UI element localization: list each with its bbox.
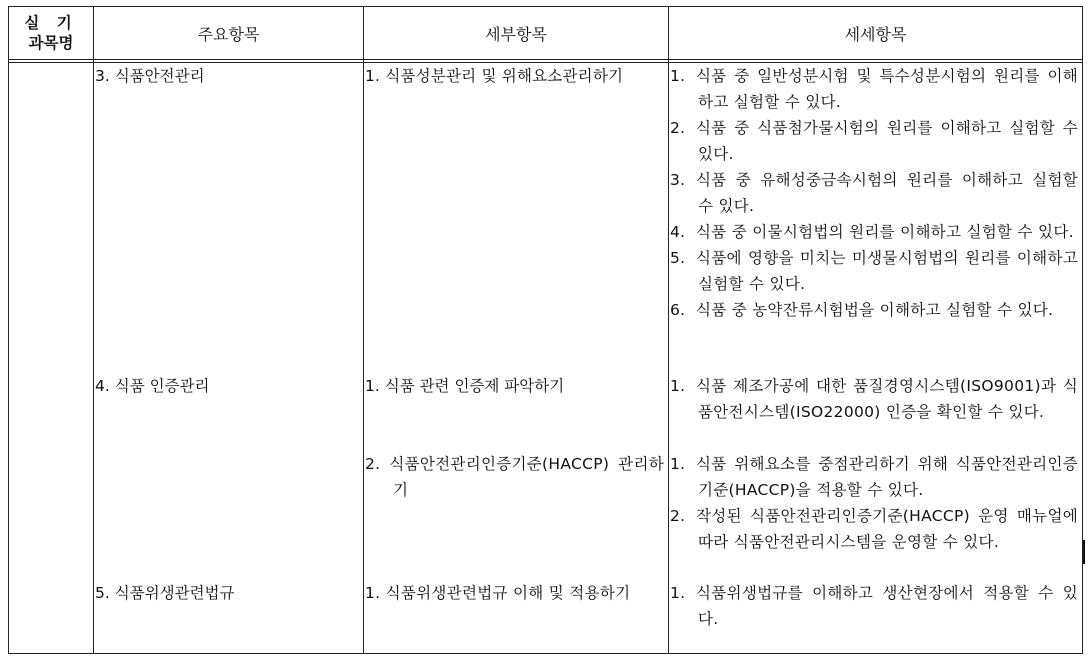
detail-number: 1.	[670, 67, 686, 85]
detail-text: 식품에 영향을 미치는 미생물시험법의 원리를 이해하고 실험할 수 있다.	[696, 249, 1078, 293]
detail-text: 식품 제조가공에 대한 품질경영시스템(ISO9001)과 식품안전시스템(ISO22000) 인증을 확인할 수 있다.	[696, 377, 1078, 421]
header-subject-line2: 과목명	[28, 34, 74, 52]
detail-group	[669, 63, 1082, 323]
sub-item: 1. 식품성분관리 및 위해요소관리하기	[365, 67, 624, 85]
detail-text: 작성된 식품안전관리인증기준(HACCP) 운영 매뉴얼에 따라 식품안전관리시스템을 운영할 수 있다.	[696, 507, 1078, 551]
detail-item	[670, 245, 1078, 297]
major-item: 4. 식품 인증관리	[95, 377, 210, 395]
major-item: 5. 식품위생관련법규	[95, 584, 235, 602]
sub-item	[364, 451, 668, 503]
detail-number: 3.	[670, 171, 686, 189]
detail-column	[669, 63, 1083, 654]
detail-number: 2.	[670, 119, 686, 137]
detail-item	[670, 219, 1078, 245]
header-major: 주요항목	[94, 7, 364, 60]
sub-item: 1. 식품 관련 인증제 파악하기	[365, 377, 565, 395]
major-item: 3. 식품안전관리	[95, 67, 205, 85]
detail-item	[670, 63, 1078, 115]
header-subject	[9, 7, 94, 60]
major-column	[94, 63, 364, 654]
sub-item-text: 2. 식품안전관리인증기준(HACCP) 관리하기	[365, 455, 664, 499]
detail-number: 1.	[670, 455, 686, 473]
detail-text: 식품 중 이물시험법의 원리를 이해하고 실험할 수 있다.	[696, 223, 1074, 241]
detail-item	[670, 451, 1078, 503]
detail-group	[669, 451, 1082, 555]
detail-number: 5.	[670, 249, 686, 267]
detail-group	[669, 373, 1082, 425]
detail-number: 1.	[670, 377, 686, 395]
detail-number: 2.	[670, 507, 686, 525]
detail-text: 식품 중 농약잔류시험법을 이해하고 실험할 수 있다.	[696, 301, 1054, 319]
detail-text: 식품 중 식품첨가물시험의 원리를 이해하고 실험할 수 있다.	[696, 119, 1078, 163]
detail-group	[669, 580, 1082, 632]
subject-cell	[9, 63, 94, 654]
detail-text: 식품 중 유해성중금속시험의 원리를 이해하고 실험할 수 있다.	[696, 171, 1078, 215]
detail-text: 식품위생법규를 이해하고 생산현장에서 적용할 수 있다.	[696, 584, 1078, 628]
sub-column	[364, 63, 669, 654]
sub-item-text: 1. 식품위생관련법규 이해 및 적용하기	[365, 584, 631, 602]
header-subject-line1: 실 기	[24, 14, 78, 32]
detail-item	[670, 580, 1078, 632]
text-cursor	[1083, 540, 1085, 564]
detail-item	[670, 115, 1078, 167]
header-detail: 세세항목	[669, 7, 1083, 60]
detail-item	[670, 373, 1078, 425]
detail-number: 1.	[670, 584, 686, 602]
detail-item	[670, 503, 1078, 555]
detail-item	[670, 297, 1078, 323]
detail-number: 4.	[670, 223, 686, 241]
detail-text: 식품 중 일반성분시험 및 특수성분시험의 원리를 이해하고 실험할 수 있다.	[696, 67, 1078, 111]
detail-number: 6.	[670, 301, 686, 319]
detail-item	[670, 167, 1078, 219]
syllabus-table	[8, 6, 1083, 654]
header-sub: 세부항목	[364, 7, 669, 60]
detail-text: 식품 위해요소를 중점관리하기 위해 식품안전관리인증기준(HACCP)을 적용할 수 있다.	[696, 455, 1078, 499]
sub-item	[364, 580, 668, 606]
